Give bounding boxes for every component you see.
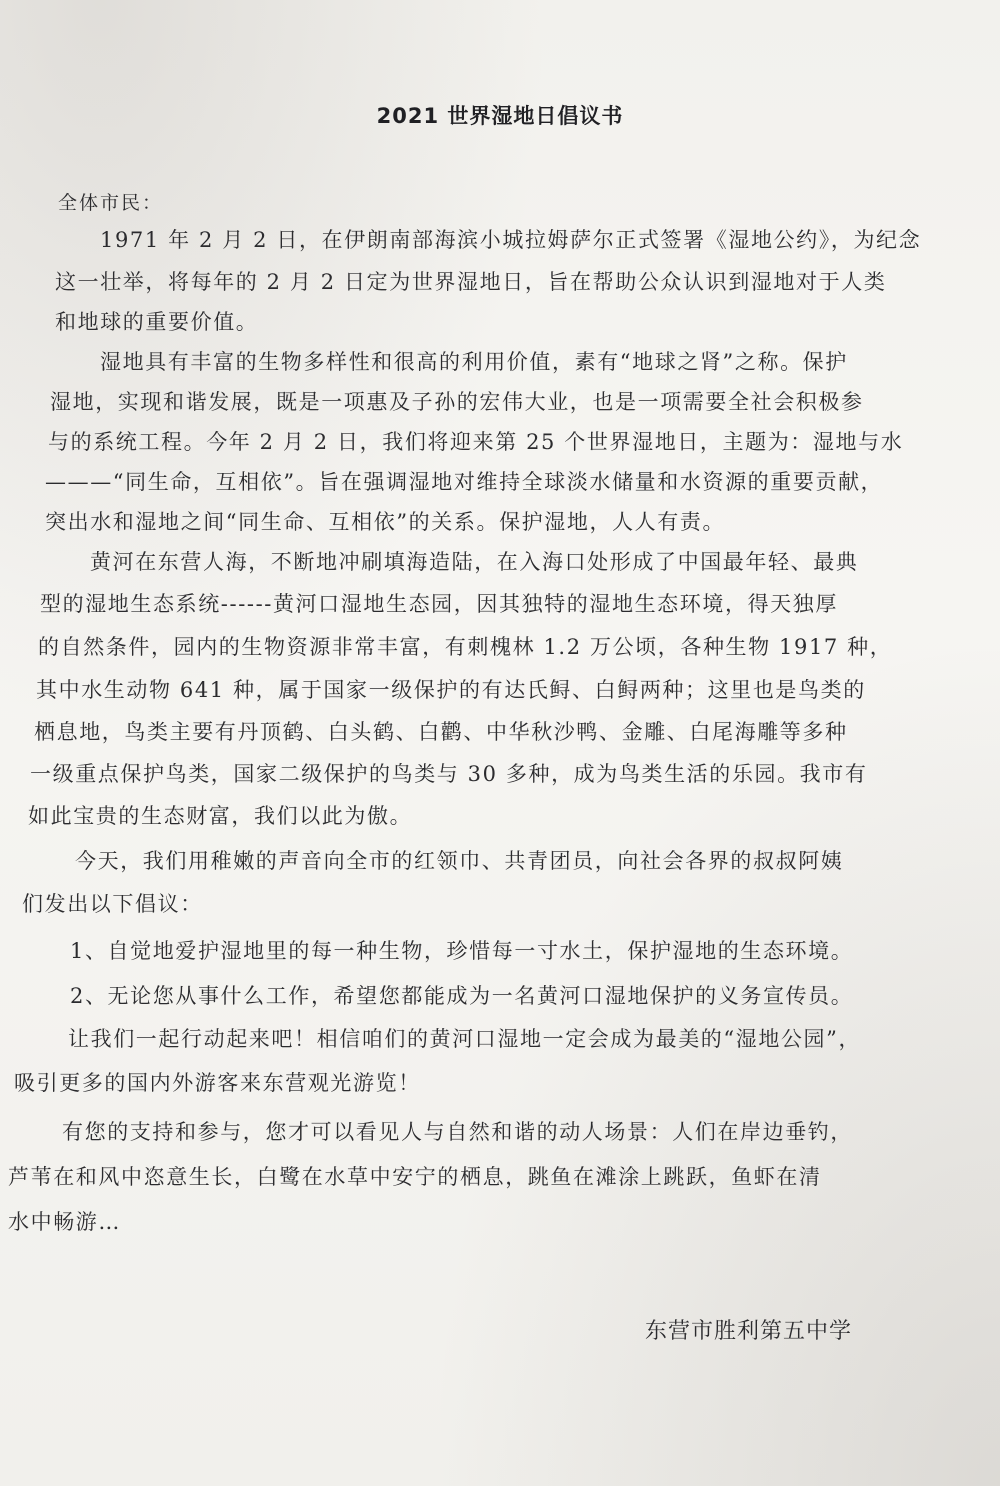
body-line: 一级重点保护鸟类，国家二级保护的鸟类与 30 多种，成为鸟类生活的乐园。我市有	[30, 762, 868, 786]
body-line: 型的湿地生态系统------黄河口湿地生态园，因其独特的湿地生态环境，得天独厚	[40, 592, 838, 616]
document-title: 2021 世界湿地日倡议书	[376, 104, 624, 128]
body-line: 水中畅游…	[8, 1210, 121, 1234]
body-line: 今天，我们用稚嫩的声音向全市的红领巾、共青团员，向社会各界的叔叔阿姨	[75, 849, 844, 873]
body-line: 1971 年 2 月 2 日，在伊朗南部海滨小城拉姆萨尔正式签署《湿地公约》，为纪念	[100, 228, 922, 252]
body-line: 这一壮举，将每年的 2 月 2 日定为世界湿地日，旨在帮助公众认识到湿地对于人类	[55, 270, 887, 294]
proposal-item: 2、无论您从事什么工作，希望您都能成为一名黄河口湿地保护的义务宣传员。	[70, 984, 854, 1008]
body-line: 芦苇在和风中恣意生长，白鹭在水草中安宁的栖息，跳鱼在滩涂上跳跃，鱼虾在清	[8, 1165, 822, 1189]
body-line: 有您的支持和参与，您才可以看见人与自然和谐的动人场景：人们在岸边垂钓，	[62, 1120, 853, 1144]
body-line: 与的系统工程。今年 2 月 2 日，我们将迎来第 25 个世界湿地日，主题为：湿地与水	[48, 430, 904, 454]
body-line: 突出水和湿地之间“同生命、互相依”的关系。保护湿地，人人有责。	[45, 510, 726, 534]
body-line: 们发出以下倡议：	[22, 892, 203, 916]
body-line: 黄河在东营人海，不断地冲刷填海造陆，在入海口处形成了中国最年轻、最典	[90, 550, 859, 574]
body-line: 和地球的重要价值。	[55, 310, 259, 334]
salutation: 全体市民：	[58, 192, 164, 214]
body-line: ———“同生命，互相依”。旨在强调湿地对维持全球淡水储量和水资源的重要贡献，	[45, 470, 884, 494]
body-line: 湿地具有丰富的生物多样性和很高的利用价值，素有“地球之肾”之称。保护	[100, 350, 848, 374]
proposal-item: 1、自觉地爱护湿地里的每一种生物，珍惜每一寸水土，保护湿地的生态环境。	[70, 939, 854, 963]
body-line: 让我们一起行动起来吧！相信咱们的黄河口湿地一定会成为最美的“湿地公园”，	[68, 1027, 862, 1051]
body-line: 的自然条件，园内的生物资源非常丰富，有刺槐林 1.2 万公顷，各种生物 1917 种，	[38, 635, 893, 659]
signature: 东营市胜利第五中学	[645, 1319, 853, 1344]
body-line: 吸引更多的国内外游客来东营观光游览！	[14, 1071, 421, 1095]
body-line: 如此宝贵的生态财富，我们以此为傲。	[28, 804, 413, 828]
body-line: 其中水生动物 641 种，属于国家一级保护的有达氏鲟、白鲟两种；这里也是鸟类的	[36, 678, 866, 702]
body-line: 栖息地，鸟类主要有丹顶鹤、白头鹤、白鹳、中华秋沙鸭、金雕、白尾海雕等多种	[34, 720, 848, 744]
body-line: 湿地，实现和谐发展，既是一项惠及子孙的宏伟大业，也是一项需要全社会积极参	[50, 390, 864, 414]
